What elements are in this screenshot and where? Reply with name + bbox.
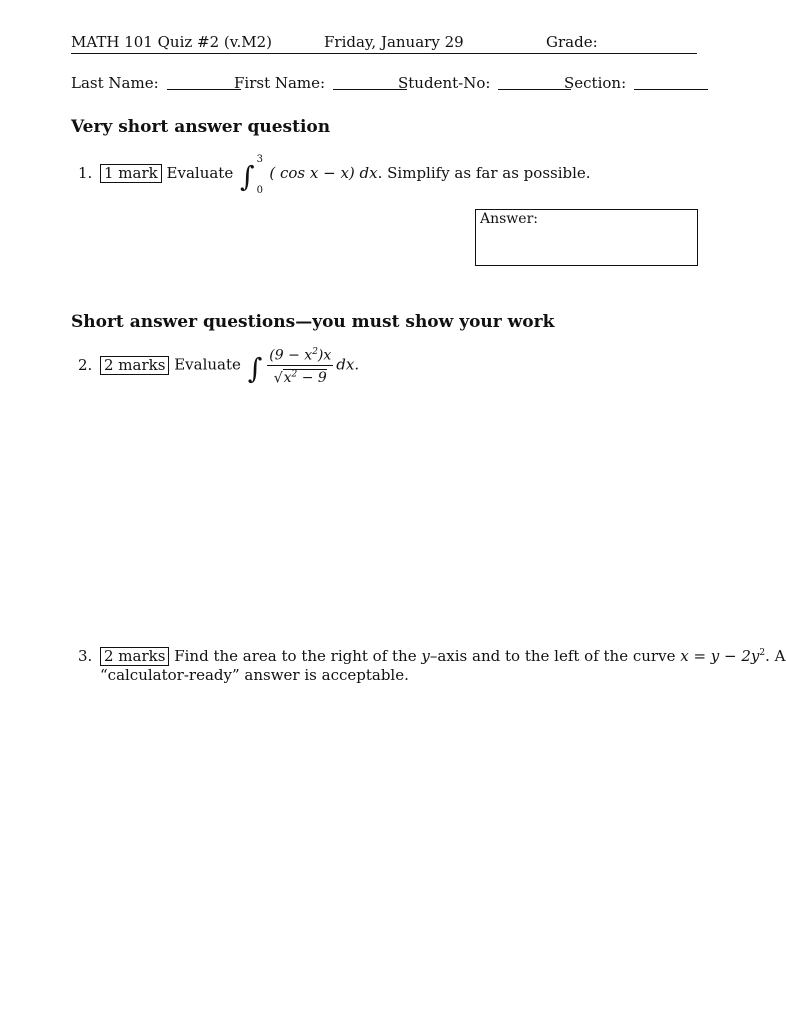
grade-label: Grade: (546, 33, 598, 51)
integral-limits (256, 154, 265, 196)
lower-limit: 0 (256, 185, 263, 196)
last-name-blank (167, 74, 241, 90)
question-number: 3. (78, 647, 93, 665)
first-name-blank (333, 74, 407, 90)
question-tail: . Simplify as far as possible. (377, 164, 591, 182)
student-no-blank (498, 74, 571, 90)
question-1 (78, 154, 591, 196)
question-verb: Evaluate (166, 164, 234, 182)
last-name-field (71, 74, 241, 92)
course-title: MATH 101 Quiz #2 (v.M2) (71, 33, 272, 51)
first-name-field (234, 74, 407, 92)
question-text: Find the area to the right of the (174, 647, 422, 665)
section-label: Section: (564, 74, 627, 92)
integrand: ( cos x − x) dx (269, 164, 378, 182)
upper-limit: 3 (256, 154, 263, 165)
question-verb: Evaluate (174, 355, 241, 374)
question-3-line-2: “calculator-ready” answer is acceptable. (100, 666, 409, 684)
answer-box[interactable] (475, 209, 698, 266)
axis-variable: y (421, 647, 430, 665)
question-number: 1. (78, 164, 93, 182)
differential: dx. (336, 355, 360, 374)
section-field (564, 74, 708, 92)
sqrt-icon: $√x^2 - 9$ (273, 369, 327, 387)
fraction (267, 344, 333, 387)
integral-sign: ∫ (247, 351, 263, 385)
denominator (267, 366, 333, 388)
question-2 (78, 344, 359, 387)
student-no-field (398, 74, 571, 92)
numerator: $(9 - x^2)x$ (267, 344, 333, 366)
student-no-label: Student-No: (398, 74, 491, 92)
section-blank (634, 74, 708, 90)
header-rule (71, 53, 697, 54)
integral-sign: ∫ (240, 160, 255, 193)
question-3: 3. 2 marks Find the area to the right of the y–axis and to the left of the curve $x = y - 2y^2$. A (78, 647, 786, 665)
last-name-label: Last Name: (71, 74, 159, 92)
quiz-date: Friday, January 29 (324, 33, 464, 51)
marks-badge: 2 marks (100, 647, 169, 666)
section-heading-very-short: Very short answer question (71, 117, 331, 137)
question-number: 2. (78, 355, 93, 374)
curve-equation: x = y − 2y (680, 647, 760, 665)
first-name-label: First Name: (234, 74, 326, 92)
marks-badge: 2 marks (100, 356, 169, 375)
section-heading-short-answer: Short answer questions—you must show your work (71, 312, 555, 332)
answer-label: Answer: (480, 211, 538, 227)
marks-badge: 1 mark (100, 164, 162, 183)
